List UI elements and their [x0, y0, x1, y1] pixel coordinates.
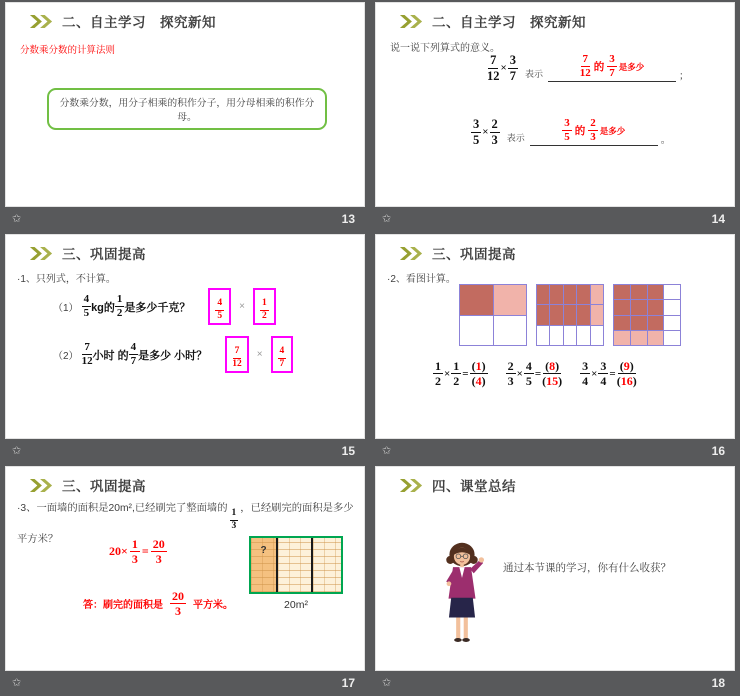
slide-header: [29, 475, 146, 495]
grid-cell: [537, 326, 549, 345]
fraction: $\frac{3}{7}$: [509, 53, 517, 83]
thumbnail-footer: [370, 439, 740, 464]
answer-statement: 答：刷完的面积是 20 3 平方米。: [83, 589, 233, 618]
thumbnail-footer: [370, 671, 740, 696]
fraction: $\frac{4}{7}$: [279, 346, 285, 369]
thumbnail-footer: [0, 671, 370, 696]
answer-box: [271, 336, 294, 373]
grid-cell: [577, 285, 589, 304]
fraction-grid-diagram: [613, 284, 681, 346]
grid-cell: [564, 305, 576, 324]
multiply-sign: ×: [500, 62, 507, 74]
exercise-intro: ·1、只列式，不计算。: [17, 274, 116, 285]
grid-cell: [648, 300, 664, 314]
result-fraction: $\frac{(8)}{(15)}$: [542, 359, 563, 388]
fraction: 2 3: [590, 117, 596, 143]
grid-cell: [631, 300, 647, 314]
wall-diagram: [249, 536, 343, 594]
chevron-double-icon: [29, 15, 53, 28]
grid-cell: [564, 326, 576, 345]
fraction: $\frac{3}{5}$: [473, 117, 480, 147]
multiply-sign: ×: [516, 367, 523, 380]
thumbnail-footer: [0, 207, 370, 232]
fraction: 20 3: [172, 589, 184, 618]
multiply-sign: ×: [239, 301, 245, 312]
fraction: $\frac{1}{2}$: [262, 298, 267, 321]
grid-cell: [550, 285, 562, 304]
equation: [433, 360, 488, 387]
slide-number: 15: [341, 443, 355, 458]
grid-cell: [494, 316, 527, 346]
fraction: 7 12: [81, 341, 93, 367]
grid-cell: [550, 326, 562, 345]
wall-unpainted-section: [251, 538, 276, 592]
slide-thumbnail-16[interactable]: [375, 234, 735, 439]
watermark-logo: ✩: [382, 445, 392, 457]
grid-cell: [591, 326, 603, 345]
rule-callout-box: 分数乘分数，用分子相乘的积作分子，用分母相乘的积作分母。: [47, 88, 327, 130]
grid-cell: [550, 305, 562, 324]
slide-thumbnail-15[interactable]: [5, 234, 365, 439]
grid-cell: [577, 305, 589, 324]
grid-cell: [631, 316, 647, 330]
wall-section: [276, 538, 313, 592]
thumbnail-footer: [0, 439, 370, 464]
equals-sign: =: [534, 367, 542, 380]
slide-number: 18: [711, 675, 725, 690]
answer-box: [253, 288, 276, 325]
equation: [506, 360, 563, 387]
grid-cell: [494, 285, 527, 315]
solution-equation: 20× $\frac{1}{3}$ = $\frac{20}{3}$: [109, 537, 165, 566]
slide-title: 二、自主学习 探究新知: [62, 15, 216, 30]
slide-cell-13: [0, 0, 370, 232]
slide-title: 三、巩固提高: [62, 479, 146, 494]
slide-title: 三、巩固提高: [432, 247, 516, 262]
chevron-double-icon: [399, 15, 423, 28]
slide-thumbnail-13[interactable]: [5, 2, 365, 207]
wall-area-label: 20m²: [284, 599, 308, 611]
fraction: $\frac{4}{5}$: [525, 359, 532, 388]
slide-header: [399, 475, 516, 495]
slide-thumbnail-17[interactable]: [5, 466, 365, 671]
equation: [580, 360, 637, 387]
fraction: $\frac{2}{3}$: [491, 117, 498, 147]
fraction: 4 7: [130, 341, 137, 367]
teacher-illustration: [435, 540, 489, 650]
question-text: 是多少 小时？: [138, 349, 208, 362]
grid-cell: [648, 331, 664, 345]
equals-sign: =: [609, 367, 616, 380]
grid-cell: [537, 285, 549, 304]
fraction-grid-diagram: [459, 284, 527, 346]
question-text: kg的: [91, 301, 115, 314]
grid-cell: [631, 285, 647, 299]
slide-header: [399, 243, 516, 263]
exercise-intro: ·2、看图计算。: [387, 274, 456, 285]
grid-equations: [433, 360, 637, 387]
how-much-label: 是多少: [618, 61, 645, 72]
punctuation: 。: [660, 134, 671, 146]
slide-number: 13: [341, 211, 355, 226]
of-label: 的: [593, 61, 605, 73]
fraction: $\frac{4}{5}$: [217, 298, 223, 321]
answer-box: [225, 336, 249, 373]
grid-cell: [614, 316, 630, 330]
fraction: 1 2: [116, 293, 123, 319]
watermark-logo: ✩: [12, 213, 22, 225]
watermark-logo: ✩: [382, 677, 392, 689]
word-problem-text: ·3、一面墙的面积是20m²,已经刷完了整面墙的 $\frac{1}{3}$ ，已经刷完的面积是多少平方米？: [17, 503, 354, 545]
means-label: 表示: [506, 132, 525, 143]
slide-thumbnail-14[interactable]: [375, 2, 735, 207]
grid-cell: [564, 285, 576, 304]
slide-number: 16: [711, 443, 725, 458]
fraction: $\frac{3}{4}$: [600, 359, 607, 388]
result-fraction: $\frac{20}{3}$: [152, 537, 165, 566]
slide-header: [29, 11, 216, 31]
grid-cell: [577, 326, 589, 345]
chevron-double-icon: [29, 479, 53, 492]
result-fraction: $\frac{(1)}{(4)}$: [471, 359, 486, 388]
slide-cell-16: [370, 232, 740, 464]
expression-row: [487, 54, 689, 82]
slide-cell-18: [370, 464, 740, 696]
fraction: 4 5: [83, 293, 90, 319]
fraction: 3 7: [609, 53, 615, 79]
summary-question: 通过本节课的学习，你有什么收获？: [503, 562, 671, 574]
multiply-sign: ×: [482, 126, 489, 138]
fraction: $\frac{1}{2}$: [453, 359, 460, 388]
expression-row: [471, 118, 671, 146]
punctuation: ；: [679, 70, 690, 82]
problem-row: [53, 336, 293, 373]
fraction: $\frac{3}{4}$: [582, 359, 589, 388]
fraction: 7 12: [579, 53, 591, 79]
result-fraction: $\frac{(9)}{(16)}$: [616, 359, 637, 388]
grid-cell: [664, 300, 680, 314]
multiply-sign: ×: [444, 367, 451, 380]
slide-header: [399, 11, 586, 31]
question-text: 是多少千克？: [124, 301, 191, 314]
fraction: $\frac{7}{12}$: [487, 53, 500, 83]
grid-cell: [591, 285, 603, 304]
multiply-sign: ×: [256, 349, 263, 360]
lesson-subtitle: 分数乘分数的计算法则: [20, 45, 116, 56]
fraction: $\frac{1}{3}$: [131, 537, 138, 566]
slide-cell-17: [0, 464, 370, 696]
multiply-sign: ×: [591, 367, 598, 380]
grid-cell: [664, 316, 680, 330]
grid-cell: [614, 285, 630, 299]
fraction: $\frac{1}{2}$: [435, 359, 441, 388]
question-text: 小时 的: [92, 349, 129, 362]
watermark-logo: ✩: [12, 677, 22, 689]
thumbnail-footer: [370, 207, 740, 232]
slide-title: 四、课堂总结: [432, 479, 516, 494]
slide-number: 14: [711, 211, 725, 226]
fraction: $\frac{7}{12}$: [232, 346, 242, 369]
grid-cell: [614, 331, 630, 345]
fraction-diagrams: [459, 284, 681, 346]
fraction-grid-diagram: [536, 284, 604, 346]
slide-title: 二、自主学习 探究新知: [432, 15, 586, 30]
chevron-double-icon: [399, 247, 423, 260]
item-index: （2）: [53, 351, 79, 362]
grid-cell: [648, 316, 664, 330]
watermark-logo: ✩: [382, 213, 392, 225]
grid-cell: [664, 285, 680, 299]
answer-box: [208, 288, 231, 325]
means-label: 表示: [525, 68, 544, 79]
answer-blank: [530, 118, 658, 146]
answer-blank: [548, 54, 676, 82]
chevron-double-icon: [29, 247, 53, 260]
slide-cell-15: [0, 232, 370, 464]
of-label: 的: [574, 125, 586, 137]
how-much-label: 是多少: [599, 125, 626, 136]
slide-cell-14: [370, 0, 740, 232]
slide-thumbnail-18[interactable]: [375, 466, 735, 671]
grid-cell: [460, 285, 493, 315]
equals-sign: =: [462, 367, 469, 380]
chevron-double-icon: [399, 479, 423, 492]
item-index: （1）: [53, 303, 79, 314]
grid-cell: [648, 285, 664, 299]
grid-cell: [537, 305, 549, 324]
grid-cell: [664, 331, 680, 345]
slide-title: 三、巩固提高: [62, 247, 146, 262]
instruction-text: 说一说下列算式的意义。: [390, 43, 500, 54]
grid-cell: [460, 316, 493, 346]
fraction: $\frac{1}{3}$: [231, 508, 237, 531]
fraction: $\frac{2}{3}$: [507, 359, 514, 388]
grid-cell: [614, 300, 630, 314]
fraction: 3 5: [564, 117, 570, 143]
problem-row: [53, 288, 276, 325]
question-mark-label: ?: [260, 545, 267, 556]
wall-section: [313, 538, 341, 592]
grid-cell: [631, 331, 647, 345]
slide-number: 17: [341, 675, 355, 690]
slide-header: [29, 243, 146, 263]
watermark-logo: ✩: [12, 445, 22, 457]
grid-cell: [591, 305, 603, 324]
